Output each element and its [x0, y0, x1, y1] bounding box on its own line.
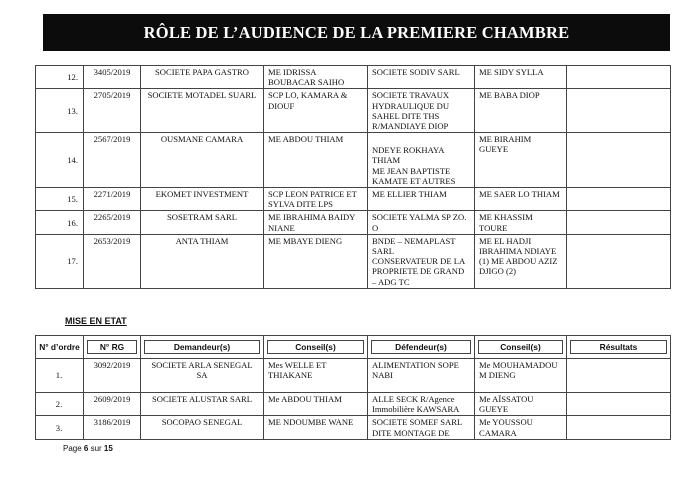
row-number: 15. [36, 188, 84, 211]
plaintiff: OUSMANE CAMARA [141, 133, 264, 188]
defendant-counsel: Me YOUSSOU CAMARA [475, 416, 567, 439]
row-number: 16. [36, 211, 84, 234]
header-label: N° RG [87, 340, 137, 354]
row-number: 1. [36, 359, 84, 393]
table-header-row [36, 336, 671, 359]
result [567, 211, 671, 234]
header-label: Demandeur(s) [144, 340, 260, 354]
table-row [36, 234, 671, 288]
table-row [36, 211, 671, 234]
result [567, 89, 671, 133]
footer-page-number: 6 [83, 444, 89, 453]
hearing-table [35, 65, 671, 289]
defendant: NDEYE ROKHAYA THIAM ME JEAN BAPTISTE KAMATE ET AUTRES [368, 133, 475, 188]
defendant-counsel: ME SIDY SYLLA [475, 66, 567, 89]
plaintiff-counsel: ME IBRAHIMA BAIDY NIANE [264, 211, 368, 234]
case-number: 2609/2019 [84, 393, 141, 416]
case-number: 2271/2019 [84, 188, 141, 211]
defendant-counsel: Me MOUHAMADOU M DIENG [475, 359, 567, 393]
result [567, 416, 671, 439]
row-number: 2. [36, 393, 84, 416]
table-row [36, 393, 671, 416]
case-number: 3186/2019 [84, 416, 141, 439]
case-number: 3405/2019 [84, 66, 141, 89]
defendant: SOCIETE SOMEF SARL DITE MONTAGE DE [368, 416, 475, 439]
result [567, 359, 671, 393]
result [567, 234, 671, 288]
row-number: 17. [36, 234, 84, 288]
defendant-counsel: ME EL HADJI IBRAHIMA NDIAYE (1) ME ABDOU AZIZ DJIGO (2) [475, 234, 567, 288]
header-plaintiff [141, 336, 264, 359]
footer-prefix: Page [63, 444, 84, 453]
plaintiff: SOCIETE PAPA GASTRO [141, 66, 264, 89]
table-row [36, 188, 671, 211]
header-plaintiff-counsel [264, 336, 368, 359]
defendant-counsel: Me AÏSSATOU GUEYE [475, 393, 567, 416]
header-label: N° d’ordre [39, 341, 80, 352]
header-label: Défendeur(s) [371, 340, 471, 354]
row-number: 12. [36, 66, 84, 89]
plaintiff-counsel: SCP LO, KAMARA & DIOUF [264, 89, 368, 133]
defendant: ME ELLIER THIAM [368, 188, 475, 211]
defendant-counsel: ME KHASSIM TOURE [475, 211, 567, 234]
header-order-number [36, 336, 84, 359]
case-number: 2705/2019 [84, 89, 141, 133]
defendant: SOCIETE SODIV SARL [368, 66, 475, 89]
defendant: ALIMENTATION SOPE NABI [368, 359, 475, 393]
case-number: 3092/2019 [84, 359, 141, 393]
table-row [36, 66, 671, 89]
case-number: 2567/2019 [84, 133, 141, 188]
row-number: 3. [36, 416, 84, 439]
header-label: Conseil(s) [267, 340, 364, 354]
plaintiff: SOCIETE ALUSTAR SARL [141, 393, 264, 416]
plaintiff: EKOMET INVESTMENT [141, 188, 264, 211]
defendant: ALLE SECK R/Agence Immobilière KAWSARA [368, 393, 475, 416]
plaintiff: SOCIETE MOTADEL SUARL [141, 89, 264, 133]
table-row [36, 359, 671, 393]
defendant-counsel: ME BABA DIOP [475, 89, 567, 133]
result [567, 188, 671, 211]
row-number: 13. [36, 89, 84, 133]
result [567, 133, 671, 188]
page-footer [63, 444, 113, 453]
page-title-banner [43, 14, 670, 51]
plaintiff-counsel: SCP LEON PATRICE ET SYLVA DITE LPS [264, 188, 368, 211]
plaintiff: SOSETRAM SARL [141, 211, 264, 234]
plaintiff: SOCIETE ARLA SENEGAL SA [141, 359, 264, 393]
defendant: SOCIETE TRAVAUX HYDRAULIQUE DU SAHEL DITE THS R/MANDIAYE DIOP [368, 89, 475, 133]
result [567, 66, 671, 89]
header-label: Conseil(s) [478, 340, 563, 354]
plaintiff-counsel: ME IDRISSA BOUBACAR SAIHO [264, 66, 368, 89]
table-row [36, 133, 671, 188]
defendant: SOCIETE YALMA SP ZO. O [368, 211, 475, 234]
defendant-counsel: ME SAER LO THIAM [475, 188, 567, 211]
header-results [567, 336, 671, 359]
section-title-mise-en-etat: MISE EN ETAT [65, 316, 127, 326]
plaintiff-counsel: Mes WELLE ET THIAKANE [264, 359, 368, 393]
case-number: 2653/2019 [84, 234, 141, 288]
mise-en-etat-table [35, 335, 671, 440]
header-case-number [84, 336, 141, 359]
footer-total-pages: 15 [103, 444, 113, 453]
header-defendant-counsel [475, 336, 567, 359]
plaintiff-counsel: ME NDOUMBE WANE [264, 416, 368, 439]
case-number: 2265/2019 [84, 211, 141, 234]
result [567, 393, 671, 416]
plaintiff-counsel: Me ABDOU THIAM [264, 393, 368, 416]
defendant-counsel: ME BIRAHIM GUEYE [475, 133, 567, 188]
page-title: RÔLE DE L’AUDIENCE DE LA PREMIERE CHAMBRE [143, 22, 570, 42]
header-defendant [368, 336, 475, 359]
table-row [36, 89, 671, 133]
table-row [36, 416, 671, 439]
header-label: Résultats [570, 340, 667, 354]
plaintiff: ANTA THIAM [141, 234, 264, 288]
plaintiff-counsel: ME MBAYE DIENG [264, 234, 368, 288]
defendant: BNDE – NEMAPLAST SARL CONSERVATEUR DE LA PROPRIETE DE GRAND – ADG TC [368, 234, 475, 288]
plaintiff: SOCOPAO SENEGAL [141, 416, 264, 439]
footer-mid: sur [88, 444, 104, 453]
row-number: 14. [36, 133, 84, 188]
plaintiff-counsel: ME ABDOU THIAM [264, 133, 368, 188]
